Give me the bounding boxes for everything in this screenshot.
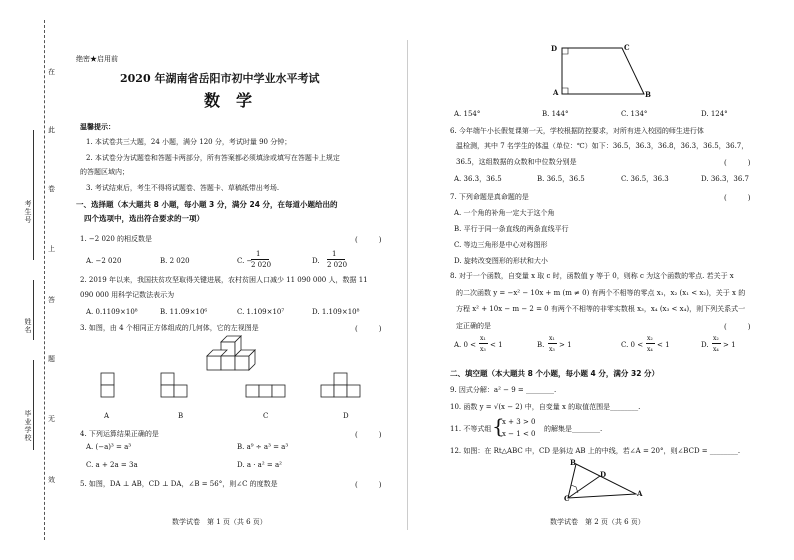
- exam-title: 2020 年湖南省岳阳市初中学业水平考试: [120, 72, 320, 85]
- seal-char: 此: [48, 126, 55, 134]
- q1-stem: 1. −2 020 的相反数是: [80, 235, 153, 243]
- answer-paren: ( ): [724, 159, 751, 167]
- q7-option-d: D. 旋转改变图形的形状和大小: [454, 257, 548, 265]
- brace-icon: {: [492, 414, 505, 438]
- q5-stem: 5. 如图，DA ⊥ AB，CD ⊥ DA，∠B = 56°，则∠C 的度数是: [80, 480, 278, 488]
- q11-suffix: 的解集是________.: [544, 425, 603, 433]
- q5-option-b: B. 144°: [542, 110, 569, 118]
- q6-option-c: C. 36.5，36.3: [621, 175, 669, 183]
- q1-option-d-num: 1: [332, 250, 337, 258]
- q5-option-a: A. 154°: [454, 110, 481, 118]
- answer-paren: ( ): [355, 325, 382, 333]
- fraction-bar: [479, 343, 488, 344]
- q4-option-d: D. a · a² = a²: [237, 461, 282, 469]
- notice-item: 1. 本试卷共三大题，24 小题，满分 120 分，考试时量 90 分钟；: [86, 138, 292, 146]
- q3-label-d: D: [343, 412, 349, 420]
- subject-title: 数 学: [204, 91, 253, 110]
- school-label: 毕业学校: [24, 410, 32, 442]
- seal-char: 卷: [48, 185, 55, 193]
- answer-paren: ( ): [355, 481, 382, 489]
- q8-option-c-den: x₄: [647, 346, 653, 353]
- q3-label-c: C: [263, 412, 269, 420]
- q8-option-a-den: x₃: [480, 346, 486, 353]
- q9: 9. 因式分解：a² − 9 = ________.: [450, 386, 557, 394]
- fig12-label-a: A: [637, 489, 643, 498]
- section2-heading: 二、填空题（本大题共 8 个小题，每小题 4 分，满分 32 分）: [450, 369, 660, 378]
- q8-option-d: D.: [701, 341, 709, 349]
- q1-option-c-den: 2 020: [251, 261, 272, 269]
- section1-heading-cont: 四个选项中，选出符合要求的一项）: [84, 214, 204, 223]
- notice-item: 2. 本试卷分为试题卷和答题卡两部分，所有答案都必须填涂或填写在答题卡上规定: [86, 154, 340, 162]
- seal-char: 题: [48, 355, 55, 363]
- fig12-label-c: C: [564, 494, 570, 503]
- fraction-bar: [646, 343, 655, 344]
- q3-solid-figure: [205, 334, 275, 374]
- q6-option-d: D. 36.3，36.7: [701, 175, 749, 183]
- fig5-label-d: D: [551, 44, 558, 53]
- q8-option-d-den: x₄: [713, 346, 719, 353]
- q2-option-d: D. 1.109×10⁸: [312, 308, 360, 316]
- confidential-mark: 绝密★启用前: [76, 55, 118, 63]
- q8-stem-cont: 的二次函数 y = −x² − 10x + m (m ≠ 0) 有两个不相等的零点 x₁，x₂ (x₁ < x₂)，关于 x 的: [456, 289, 746, 297]
- answer-paren: ( ): [355, 431, 382, 439]
- q5-trapezoid-figure: [548, 42, 660, 102]
- q8-option-a-num: x₁: [480, 335, 486, 342]
- seal-char: 无: [48, 415, 55, 423]
- q4-option-b: B. a⁹ ÷ a³ = a³: [237, 443, 289, 451]
- q4-stem: 4. 下列运算结果正确的是: [80, 430, 159, 438]
- seal-char: 上: [48, 245, 55, 253]
- q8-option-c-suffix: < 1: [657, 341, 670, 349]
- q8-option-d-suffix: > 1: [723, 341, 736, 349]
- section1-heading: 一、选择题（本大题共 8 小题，每小题 3 分，满分 24 分，在每道小题给出的: [76, 200, 338, 209]
- q3-view-a: [100, 372, 116, 398]
- q3-view-d: [320, 372, 364, 398]
- seal-char: 效: [48, 476, 55, 484]
- fig12-label-b: B: [570, 458, 576, 467]
- seal-char: 答: [48, 296, 55, 304]
- q6-stem-cont: 36.5，这组数据的众数和中位数分别是: [456, 158, 577, 166]
- q3-label-b: B: [178, 412, 184, 420]
- answer-paren: ( ): [724, 323, 751, 331]
- q1-option-d-den: 2 020: [327, 261, 348, 269]
- q7-option-c: C. 等边三角形是中心对称图形: [454, 241, 548, 249]
- q1-option-c-num: 1: [256, 250, 261, 258]
- q5-option-d: D. 124°: [701, 110, 728, 118]
- q12: 12. 如图：在 Rt△ABC 中，CD 是斜边 AB 上的中线，若∠A = 20°，则∠BCD = ________.: [450, 447, 741, 455]
- fraction-bar: [327, 259, 345, 260]
- q11-ineq-1: x + 3 > 0: [502, 418, 536, 426]
- q3-stem: 3. 如图，由 4 个相同正方体组成的几何体，它的左视图是: [80, 324, 259, 332]
- fig12-label-d: D: [600, 470, 607, 479]
- fig5-label-a: A: [553, 88, 559, 97]
- q8-stem: 8. 对于一个函数，自变量 x 取 c 时，函数值 y 等于 0，则称 c 为这个函数的零点. 若关于 x: [450, 272, 734, 280]
- q1-option-c: C. −: [237, 257, 253, 265]
- q8-option-a: A. 0 <: [454, 341, 477, 349]
- page-footer: 数学试卷 第 2 页（共 6 页）: [550, 518, 645, 526]
- q8-option-a-suffix: < 1: [490, 341, 503, 349]
- q7-option-a: A. 一个角的补角一定大于这个角: [454, 209, 555, 217]
- q2-stem-cont: 090 000 用科学记数法表示为: [80, 291, 175, 299]
- q8-option-b-den: x₃: [549, 346, 555, 353]
- fig5-label-b: B: [645, 90, 651, 99]
- page-divider: [407, 40, 408, 530]
- q8-option-c: C. 0 <: [621, 341, 644, 349]
- seal-char: 在: [48, 68, 55, 76]
- q2-option-a: A. 0.1109×10⁸: [86, 308, 138, 316]
- exam-id-label: 考生号: [24, 200, 32, 224]
- q2-option-c: C. 1.109×10⁷: [237, 308, 285, 316]
- q8-stem-cont: 方程 x² + 10x − m − 2 = 0 有两个不相等的非零实数根 x₃，x₄ (x₃ < x₄)，则下列关系式一: [456, 305, 746, 313]
- answer-paren: ( ): [724, 194, 751, 202]
- q1-option-a: A. −2 020: [86, 257, 122, 265]
- q4-option-a: A. (−a)³ = a³: [86, 443, 132, 451]
- q6-option-b: B. 36.5，36.5: [537, 175, 585, 183]
- fraction-bar: [712, 343, 721, 344]
- q7-option-b: B. 平行于同一条直线的两条直线平行: [454, 225, 569, 233]
- q1-option-d: D.: [312, 257, 320, 265]
- fraction-bar: [251, 259, 269, 260]
- q1-option-b: B. 2 020: [160, 257, 190, 265]
- fraction-bar: [548, 343, 557, 344]
- q6-stem-cont: 温检测，其中 7 名学生的体温（单位：℃）如下：36.5，36.3，36.8，36.3，36.5，36.7，: [456, 142, 749, 150]
- school-field[interactable]: [33, 360, 34, 450]
- q3-view-b: [160, 372, 190, 398]
- q11-prefix: 11. 不等式组: [450, 425, 492, 433]
- notice-item: 3. 考试结束后，考生不得将试题卷、答题卡、草稿纸带出考场.: [86, 184, 280, 192]
- name-field[interactable]: [33, 280, 34, 340]
- answer-paren: ( ): [355, 236, 382, 244]
- name-label: 姓名: [24, 318, 32, 334]
- q3-view-c: [245, 372, 289, 398]
- page-footer: 数学试卷 第 1 页（共 6 页）: [172, 518, 267, 526]
- q8-option-b-num: x₁: [549, 335, 555, 342]
- q4-option-c: C. a + 2a = 3a: [86, 461, 138, 469]
- q6-stem: 6. 今年端午小长假复课第一天，学校根据防控要求，对所有进入校园的师生进行体: [450, 127, 704, 135]
- q2-option-b: B. 11.09×10⁶: [160, 308, 208, 316]
- exam-id-field[interactable]: [33, 130, 34, 260]
- q2-stem: 2. 2019 年以来，我国扶贫攻坚取得关键进展，农村贫困人口减少 11 090 000 人，数据 11: [80, 276, 368, 284]
- q7-stem: 7. 下列命题是真命题的是: [450, 193, 529, 201]
- q10: 10. 函数 y = √(x − 2) 中，自变量 x 的取值范围是________.: [450, 403, 641, 411]
- q5-option-c: C. 134°: [621, 110, 648, 118]
- fig5-label-c: C: [624, 43, 630, 52]
- q8-option-d-num: x₂: [713, 335, 719, 342]
- q8-stem-cont: 定正确的是: [456, 322, 491, 330]
- q8-option-b-suffix: > 1: [559, 341, 572, 349]
- q11-ineq-2: x − 1 < 0: [502, 430, 536, 438]
- q8-option-c-num: x₂: [647, 335, 653, 342]
- binding-line: [44, 20, 45, 540]
- notice-item: 的答题区域内；: [80, 168, 129, 176]
- q3-label-a: A: [104, 412, 110, 420]
- q8-option-b: B.: [537, 341, 545, 349]
- q6-option-a: A. 36.3，36.5: [454, 175, 502, 183]
- notice-heading: 温馨提示：: [80, 122, 115, 131]
